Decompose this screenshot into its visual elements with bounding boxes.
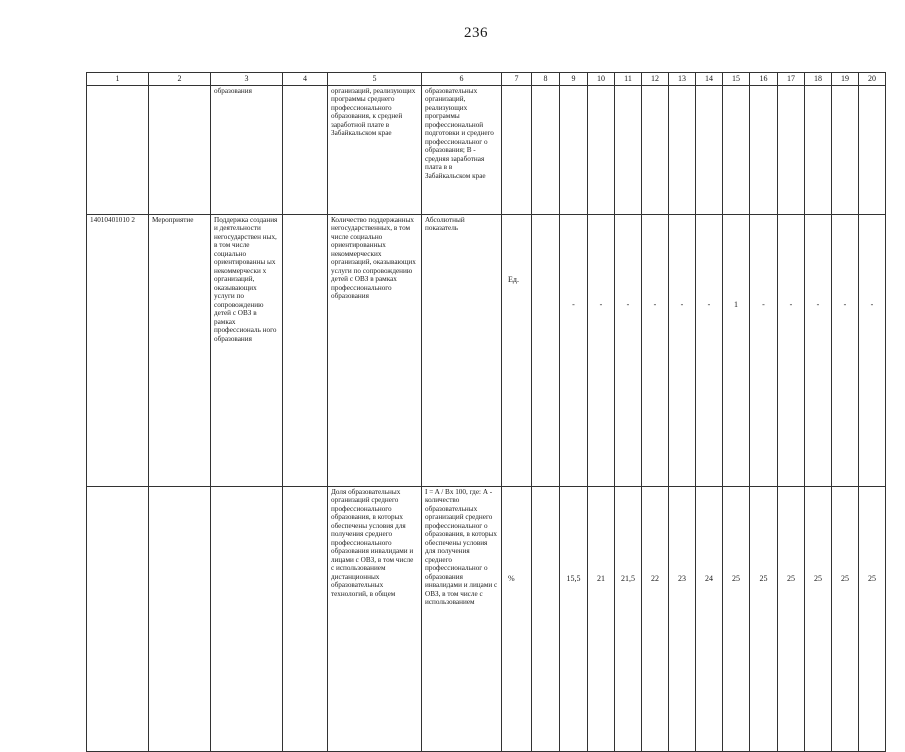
cell-unit (502, 86, 532, 215)
table-row (87, 86, 886, 215)
cell-value (532, 215, 560, 487)
cell-value: 25 (750, 487, 778, 752)
cell-type: Мероприятие (149, 215, 211, 487)
column-number: 6 (422, 73, 502, 86)
table-row (87, 215, 886, 487)
column-number: 9 (560, 73, 588, 86)
column-number: 12 (642, 73, 669, 86)
cell-value: - (778, 215, 805, 487)
cell-value (750, 86, 778, 215)
cell-value: 25 (832, 487, 859, 752)
column-number: 14 (696, 73, 723, 86)
cell-value: - (859, 215, 886, 487)
cell-col4 (283, 86, 328, 215)
cell-value: - (615, 215, 642, 487)
cell-value: - (805, 215, 832, 487)
column-number: 8 (532, 73, 560, 86)
cell-name: Поддержка создания и деятельности негосударствен ных, в том числе социально ориентированны ых некоммерчески х организаций, оказывающих услуги по сопровождению детей с ОВЗ в рамках профессиональ ного образования (211, 215, 283, 487)
cell-code (87, 487, 149, 752)
column-number: 17 (778, 73, 805, 86)
cell-value: 21,5 (615, 487, 642, 752)
cell-value (532, 86, 560, 215)
cell-value: 22 (642, 487, 669, 752)
cell-value: - (832, 215, 859, 487)
column-number: 10 (588, 73, 615, 86)
cell-value: 25 (805, 487, 832, 752)
cell-value: 23 (669, 487, 696, 752)
cell-method: образовательных организаций, реализующих программы профессиональной подготовки и среднего профессиональног о образования; В - средняя заработная плата в в Забайкальском крае (422, 86, 502, 215)
page-number: 236 (464, 25, 488, 41)
cell-value (532, 487, 560, 752)
program-table (86, 72, 886, 752)
cell-value: 21 (588, 487, 615, 752)
cell-value (778, 86, 805, 215)
cell-value (723, 86, 750, 215)
cell-value (588, 86, 615, 215)
cell-col4 (283, 215, 328, 487)
cell-value: - (750, 215, 778, 487)
cell-value (642, 86, 669, 215)
cell-value: - (669, 215, 696, 487)
column-number: 1 (87, 73, 149, 86)
cell-value: 25 (778, 487, 805, 752)
cell-unit: % (502, 487, 532, 752)
cell-code: 14010401010 2 (87, 215, 149, 487)
column-number: 11 (615, 73, 642, 86)
column-number: 3 (211, 73, 283, 86)
cell-unit: Ед. (502, 215, 532, 487)
cell-value: - (588, 215, 615, 487)
cell-type (149, 86, 211, 215)
cell-value (859, 86, 886, 215)
cell-value: - (696, 215, 723, 487)
column-number: 13 (669, 73, 696, 86)
cell-value: 25 (859, 487, 886, 752)
cell-value: - (642, 215, 669, 487)
cell-value: - (560, 215, 588, 487)
cell-value: 25 (723, 487, 750, 752)
cell-name: образования (211, 86, 283, 215)
column-number: 2 (149, 73, 211, 86)
cell-value (805, 86, 832, 215)
cell-col4 (283, 487, 328, 752)
column-number: 15 (723, 73, 750, 86)
cell-method: I = A / Bх 100, где: А - количество образовательных организаций среднего профессиональног о образования, в которых обеспечены условия для получения среднего профессиональног о образования инвалидами и лицами с ОВЗ, в том числе с использованием (422, 487, 502, 752)
cell-value: 15,5 (560, 487, 588, 752)
cell-value (832, 86, 859, 215)
cell-indicator: Доля образовательных организаций среднего профессионального образования, в которых обеспечены условия для получения среднего профессионального образования инвалидами и лицами с ОВЗ, в том числе с использованием дистанционных образовательных технологий, в общем (328, 487, 422, 752)
cell-indicator: Количество поддержанных негосударственных, в том числе социально ориентированных некоммерческих организаций, оказывающих услуги по сопровождению детей с ОВЗ в рамках профессионального образования (328, 215, 422, 487)
cell-indicator: организаций, реализующих программы среднего профессионального образования, к средней заработной плате в Забайкальском крае (328, 86, 422, 215)
cell-type (149, 487, 211, 752)
column-number: 7 (502, 73, 532, 86)
column-number: 16 (750, 73, 778, 86)
cell-value (696, 86, 723, 215)
column-number: 19 (832, 73, 859, 86)
cell-value (560, 86, 588, 215)
column-number: 4 (283, 73, 328, 86)
cell-value: 1 (723, 215, 750, 487)
column-number: 5 (328, 73, 422, 86)
cell-name (211, 487, 283, 752)
cell-method: Абсолютный показатель (422, 215, 502, 487)
cell-value (615, 86, 642, 215)
cell-value: 24 (696, 487, 723, 752)
column-number-row (87, 73, 886, 86)
cell-value (669, 86, 696, 215)
cell-code (87, 86, 149, 215)
table-row (87, 487, 886, 752)
column-number: 20 (859, 73, 886, 86)
column-number: 18 (805, 73, 832, 86)
